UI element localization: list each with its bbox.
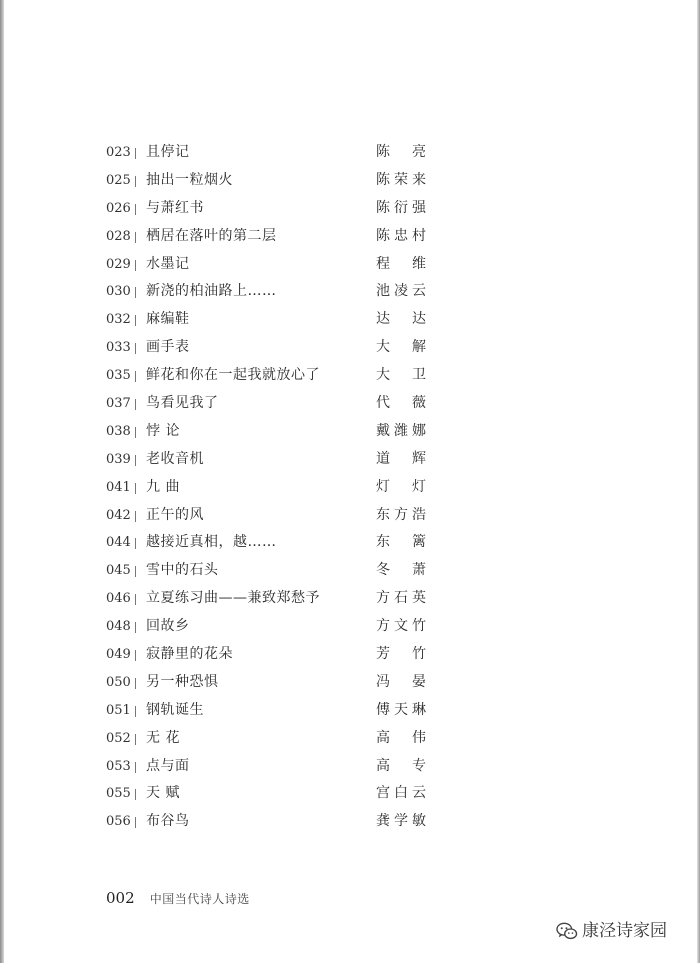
toc-title: 悖 论 [146,422,180,439]
toc-page-number: 046 [106,591,131,607]
toc-entry [106,223,426,251]
toc-author: 陈荣来 [376,171,426,188]
watermark-text: 康泾诗家园 [582,921,667,941]
toc-separator [135,817,136,828]
toc-page-number: 032 [106,312,131,328]
toc-page-number: 026 [106,200,131,216]
toc-page-number: 052 [106,730,131,746]
toc-separator [135,483,136,494]
toc-author: 龚学敏 [376,813,426,830]
toc-entry [106,418,426,446]
toc-page-number: 029 [106,256,131,272]
toc-title: 正午的风 [146,506,204,523]
toc-title: 越接近真相，越…… [146,534,277,551]
toc-author: 东方浩 [376,506,426,523]
toc-author: 傅天琳 [376,701,426,718]
toc-title: 天 赋 [146,785,180,802]
toc-entry [106,139,426,167]
toc-separator [135,678,136,689]
toc-author: 东 篱 [376,534,426,551]
toc-title: 立夏练习曲——兼致郑愁予 [146,590,320,607]
toc-author: 灯 灯 [376,478,426,495]
toc-entry [106,278,426,306]
toc-entry [106,334,426,362]
toc-author: 方文竹 [376,618,426,635]
toc-entry [106,613,426,641]
toc-page-number: 037 [106,396,131,412]
toc-separator [135,260,136,271]
toc-page-number: 041 [106,479,131,495]
toc-title: 点与面 [146,757,190,774]
toc-title: 水墨记 [146,255,190,272]
toc-separator [135,315,136,326]
toc-entry [106,557,426,585]
toc-separator [135,148,136,159]
toc-separator [135,650,136,661]
toc-title: 画手表 [146,339,190,356]
page-edge-left [0,0,4,963]
toc-title: 麻编鞋 [146,311,190,328]
toc-title: 栖居在落叶的第二层 [146,227,277,244]
toc-page-number: 045 [106,563,131,579]
toc-separator [135,538,136,549]
toc-entry [106,753,426,781]
toc-entry [106,697,426,725]
toc-author: 冯 晏 [376,673,426,690]
toc-page-number: 023 [106,145,131,160]
toc-separator [135,287,136,298]
toc-entry [106,474,426,502]
toc-separator [135,789,136,800]
toc-separator [135,511,136,522]
toc-separator [135,706,136,717]
toc-page-number: 033 [106,340,131,356]
toc-author: 陈忠村 [376,227,426,244]
toc-entry [106,725,426,753]
toc-separator [135,343,136,354]
toc-separator [135,176,136,187]
toc-entry [106,446,426,474]
toc-separator [135,594,136,605]
toc-title: 鲜花和你在一起我就放心了 [146,367,320,384]
toc-entry [106,195,426,223]
toc-page-number: 055 [106,786,131,802]
toc-entry [106,167,426,195]
toc-title: 九 曲 [146,478,180,495]
toc-separator [135,427,136,438]
toc-author: 达 达 [376,311,426,328]
table-of-contents [106,139,426,836]
toc-entry [106,808,426,836]
toc-title: 新浇的柏油路上…… [146,283,277,300]
toc-title: 鸟看见我了 [146,395,219,412]
toc-author: 大 卫 [376,367,426,384]
toc-entry [106,502,426,530]
toc-page-number: 035 [106,368,131,384]
wechat-watermark [556,918,667,944]
toc-title: 布谷鸟 [146,813,190,830]
toc-entry [106,390,426,418]
toc-page-number: 025 [106,172,131,188]
toc-separator [135,762,136,773]
toc-page-number: 053 [106,758,131,774]
toc-entry [106,362,426,390]
toc-page-number: 028 [106,228,131,244]
toc-separator [135,371,136,382]
page-footer [106,886,250,910]
toc-author: 方石英 [376,590,426,607]
toc-page-number: 038 [106,423,131,439]
toc-entry [106,251,426,279]
toc-separator [135,399,136,410]
toc-author: 陈衍强 [376,199,426,216]
toc-entry [106,780,426,808]
toc-title: 钢轨诞生 [146,701,204,718]
toc-separator [135,232,136,243]
toc-title: 另一种恐惧 [146,673,219,690]
toc-author: 高 伟 [376,729,426,746]
toc-author: 大 解 [376,339,426,356]
toc-title: 雪中的石头 [146,562,219,579]
toc-page-number: 042 [106,507,131,523]
toc-author: 陈 亮 [376,144,426,160]
toc-page-number: 044 [106,535,131,551]
toc-page-number: 056 [106,814,131,830]
toc-author: 芳 竹 [376,646,426,663]
toc-title: 老收音机 [146,450,204,467]
toc-title: 抽出一粒烟火 [146,171,233,188]
toc-page-number: 048 [106,619,131,635]
book-title: 中国当代诗人诗选 [149,892,250,906]
toc-title: 且停记 [146,144,190,160]
toc-page-number: 030 [106,284,131,300]
toc-author: 戴潍娜 [376,422,426,439]
toc-page-number: 051 [106,702,131,718]
toc-separator [135,622,136,633]
toc-author: 冬 萧 [376,562,426,579]
page-number: 002 [106,889,135,907]
toc-title: 寂静里的花朵 [146,646,233,663]
toc-entry [106,306,426,334]
toc-page-number: 049 [106,647,131,663]
wechat-icon [556,921,578,941]
toc-title: 无 花 [146,729,180,746]
toc-author: 程 维 [376,255,426,272]
toc-author: 宫白云 [376,785,426,802]
toc-page-number: 039 [106,451,131,467]
toc-entry [106,669,426,697]
toc-entry [106,585,426,613]
toc-separator [135,455,136,466]
toc-author: 代 薇 [376,395,426,412]
toc-author: 池凌云 [376,283,426,300]
toc-title: 与萧红书 [146,199,204,216]
toc-separator [135,204,136,215]
toc-entry [106,641,426,669]
toc-separator [135,566,136,577]
toc-entry [106,529,426,557]
toc-author: 道 辉 [376,450,426,467]
toc-separator [135,734,136,745]
toc-title: 回故乡 [146,618,190,635]
toc-author: 高 专 [376,757,426,774]
toc-page-number: 050 [106,674,131,690]
